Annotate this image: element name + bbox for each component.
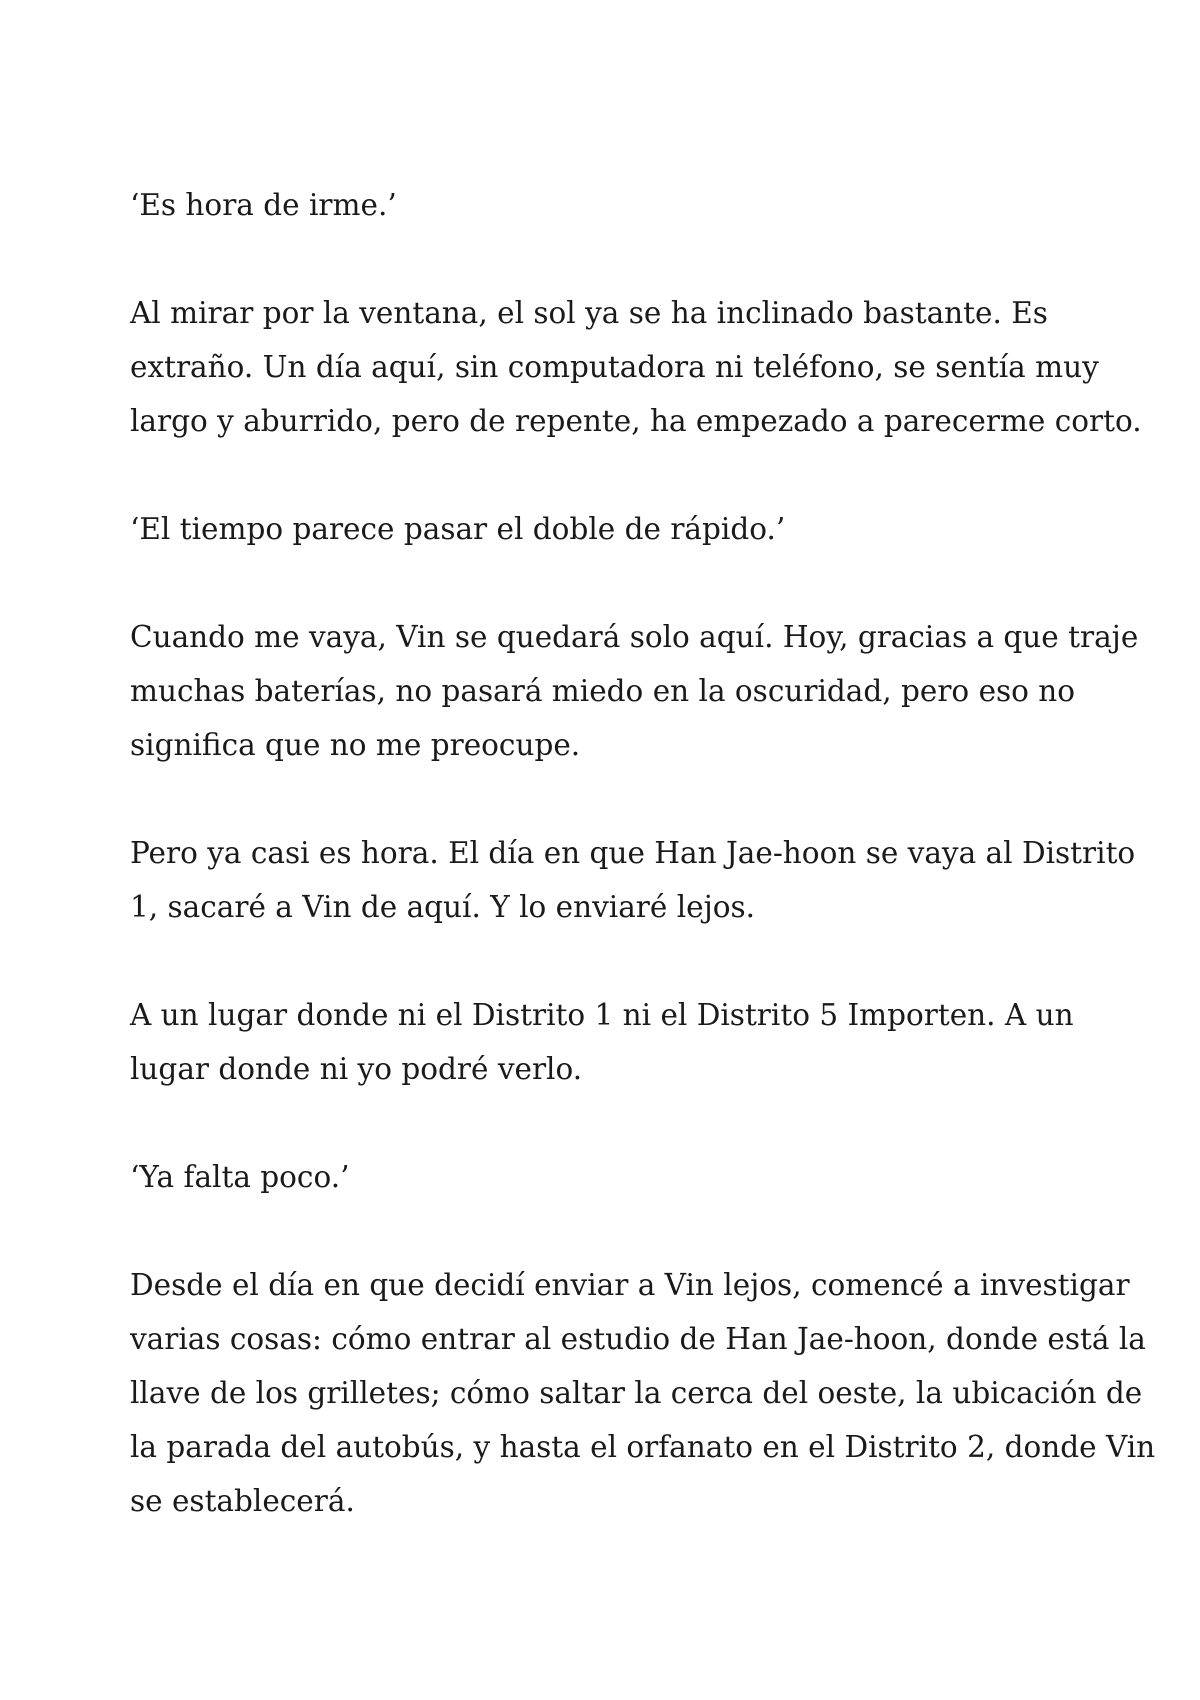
text-line: se establecerá. bbox=[130, 1484, 355, 1518]
text-line: Desde el día en que decidí enviar a Vin lejos, comencé a investigar bbox=[130, 1268, 1130, 1302]
text-line: Pero ya casi es hora. El día en que Han Jae-hoon se vaya al Distrito bbox=[130, 836, 1136, 870]
text-line: muchas baterías, no pasará miedo en la oscuridad, pero eso no bbox=[130, 674, 1076, 708]
document-page bbox=[130, 178, 1156, 1528]
paragraph-8 bbox=[130, 1258, 1156, 1528]
text-line: la parada del autobús, y hasta el orfanato en el Distrito 2, donde Vin bbox=[130, 1430, 1156, 1464]
text-line: significa que no me preocupe. bbox=[130, 728, 581, 762]
text-line: Al mirar por la ventana, el sol ya se ha inclinado bastante. Es bbox=[130, 296, 1048, 330]
paragraph-6 bbox=[130, 988, 1090, 1096]
text-line: lugar donde ni yo podré verlo. bbox=[130, 1052, 583, 1086]
text-line: llave de los grilletes; cómo saltar la cerca del oeste, la ubicación de bbox=[130, 1376, 1143, 1410]
text-line: A un lugar donde ni el Distrito 1 ni el Distrito 5 Importen. A un bbox=[130, 998, 1074, 1032]
paragraph-7 bbox=[130, 1150, 1090, 1204]
text-line: varias cosas: cómo entrar al estudio de Han Jae-hoon, donde está la bbox=[130, 1322, 1146, 1356]
text-line: largo y aburrido, pero de repente, ha empezado a parecerme corto. bbox=[130, 404, 1142, 438]
text-line: Cuando me vaya, Vin se quedará solo aquí. Hoy, gracias a que traje bbox=[130, 620, 1139, 654]
paragraph-3 bbox=[130, 502, 1090, 556]
text-line: ‘Es hora de irme.’ bbox=[130, 188, 397, 222]
text-line: 1, sacaré a Vin de aquí. Y lo enviaré lejos. bbox=[130, 890, 756, 924]
paragraph-2 bbox=[130, 286, 1142, 448]
paragraph-1 bbox=[130, 178, 1090, 232]
text-line: ‘El tiempo parece pasar el doble de rápido.’ bbox=[130, 512, 786, 546]
text-line: ‘Ya falta poco.’ bbox=[130, 1160, 350, 1194]
paragraph-5 bbox=[130, 826, 1136, 934]
paragraph-4 bbox=[130, 610, 1139, 772]
text-line: extraño. Un día aquí, sin computadora ni teléfono, se sentía muy bbox=[130, 350, 1099, 384]
